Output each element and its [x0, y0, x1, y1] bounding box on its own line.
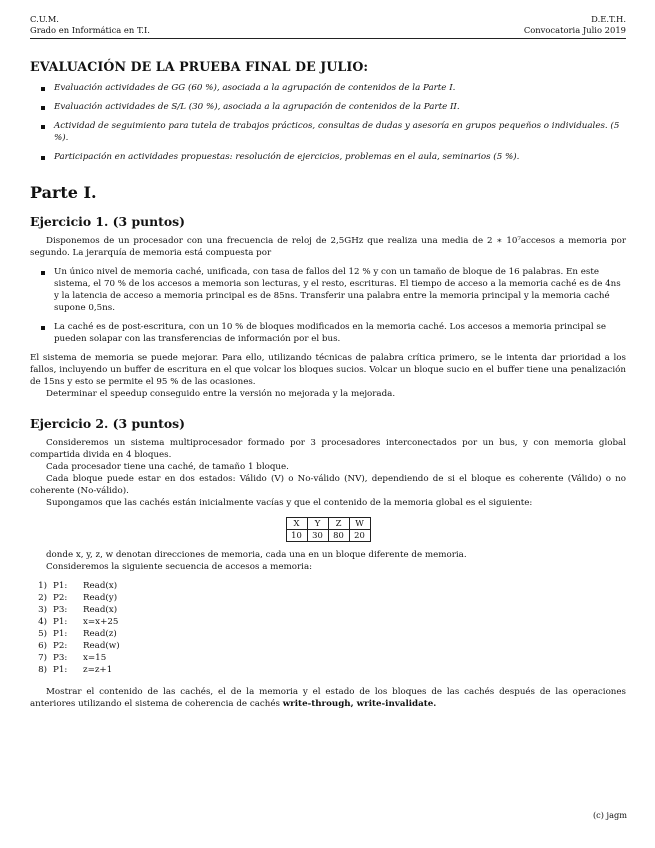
bullet-icon [41, 271, 45, 275]
exercise-2-p6: Consideremos la siguiente secuencia de accesos a memoria: [46, 562, 313, 572]
table-header-cell: X [286, 518, 307, 530]
exam-page [30, 14, 626, 710]
header-right [524, 14, 626, 36]
list-item: Actividad de seguimiento para tutela de trabajos prácticos, consultas de dudas y asesoría en grupos pequeños o individuales. (5 %). [54, 120, 626, 144]
page-header [30, 14, 626, 36]
list-item: Un único nivel de memoria caché, unificada, con tasa de fallos del 12 % y con un tamaño de bloque de 16 palabras. En este sistema, el 70 % de los accesos a memoria son lecturas, y el resto, escrituras. El tiempo de acceso a la memoria caché es de 4ns y la latencia de acceso a memoria principal es de 85ns. Transferir una palabra entre la memoria principal y la memoria caché supone 0,5ns. [54, 266, 626, 314]
final-text: Mostrar el contenido de las cachés, el de la memoria y el estado de los bloques de las cachés después de las operaciones anteriores utilizando el sistema de coherencia de cachés [30, 687, 626, 709]
sequence-item: 1) P1: Read(x) [38, 581, 118, 591]
exercise-2-p5: donde x, y, z, w denotan direcciones de memoria, cada una en un bloque diferente de memoria. [46, 550, 467, 560]
exercise-1-title: Ejercicio 1. (3 puntos) [30, 214, 185, 229]
header-rule [30, 38, 626, 39]
table-row [286, 530, 370, 542]
sequence-item: 7) P3: x=15 [38, 653, 107, 663]
evaluation-title: EVALUACIÓN DE LA PRUEBA FINAL DE JULIO: [30, 59, 369, 74]
part-title: Parte I. [30, 183, 97, 202]
list-item: La caché es de post-escritura, con un 10 % de bloques modificados en la memoria caché. Los accesos a memoria principal se pueden solapar con las transferencias de información por el bus. [54, 321, 626, 345]
final-bold: write-through, write-invalidate. [282, 699, 437, 709]
table-cell: 10 [286, 530, 307, 542]
table-cell: 30 [307, 530, 328, 542]
sequence-item: 4) P1: x=x+25 [38, 617, 119, 627]
exercise-1-improvement: El sistema de memoria se puede mejorar. Para ello, utilizando técnicas de palabra crítica primero, se le intenta dar prioridad a los fallos, incluyendo un buffer de escritura en el que volcar los bloques sucios. Volcar un bloque sucio en el buffer tiene una penalización de 15ns y esto se permite el 95 % de las ocasiones. [30, 353, 626, 387]
exercise-2-p4: Supongamos que las cachés están inicialmente vacías y que el contenido de la memoria global es el siguiente: [46, 498, 533, 508]
header-department: D.E.T.H. [591, 14, 626, 24]
exercise-2-p2: Cada procesador tiene una caché, de tamaño 1 bloque. [46, 462, 289, 472]
table-header-cell: Z [328, 518, 349, 530]
sequence-item: 2) P2: Read(y) [38, 593, 118, 603]
exercise-2-p1: Consideremos un sistema multiprocesador formado por 3 procesadores interconectados por un bus, y con memoria global compartida divida en 4 bloques. [30, 438, 626, 460]
header-session: Convocatoria Julio 2019 [523, 25, 626, 35]
bullet-icon [41, 106, 45, 110]
sequence-item: 8) P1: z=z+1 [38, 665, 113, 675]
table-header-cell: W [349, 518, 370, 530]
access-sequence [30, 580, 626, 676]
bullet-icon [41, 326, 45, 330]
evaluation-criteria-list [30, 82, 626, 163]
exercise-2-title: Ejercicio 2. (3 puntos) [30, 416, 185, 431]
header-degree: Grado en Informática en T.I. [30, 25, 150, 35]
exercise-1-intro: Disponemos de un procesador con una frecuencia de reloj de 2,5GHz que realiza una media de 2 ∗ 10⁷accesos a memoria por segundo. La jerarquía de memoria está compuesta por [30, 236, 626, 258]
bullet-icon [41, 87, 45, 91]
table-header-row [286, 518, 370, 530]
list-item: Participación en actividades propuestas: resolución de ejercicios, problemas en el aula, seminarios (5 %). [54, 151, 626, 163]
exercise-1-question: Determinar el speedup conseguido entre la versión no mejorada y la mejorada. [46, 389, 396, 399]
memory-table [286, 517, 371, 542]
exercise-2-p3: Cada bloque puede estar en dos estados: Válido (V) o No-válido (NV), dependiendo de si el bloque es coherente (Válido) o no coherente (No-válido). [30, 474, 626, 496]
table-header-cell: Y [307, 518, 328, 530]
list-item: Evaluación actividades de S/L (30 %), asociada a la agrupación de contenidos de la Parte II. [54, 101, 626, 113]
bullet-icon [41, 125, 45, 129]
header-institution: C.U.M. [30, 14, 59, 24]
table-cell: 80 [328, 530, 349, 542]
list-item: Evaluación actividades de GG (60 %), asociada a la agrupación de contenidos de la Parte I. [54, 82, 626, 94]
header-left [30, 14, 150, 36]
exercise-1-bullets [30, 266, 626, 345]
table-cell: 20 [349, 530, 370, 542]
sequence-item: 5) P1: Read(z) [38, 629, 117, 639]
exercise-2-final [30, 686, 626, 710]
bullet-icon [41, 156, 45, 160]
sequence-item: 6) P2: Read(w) [38, 641, 120, 651]
sequence-item: 3) P3: Read(x) [38, 605, 118, 615]
footer-author: (c) jagm [592, 810, 627, 820]
